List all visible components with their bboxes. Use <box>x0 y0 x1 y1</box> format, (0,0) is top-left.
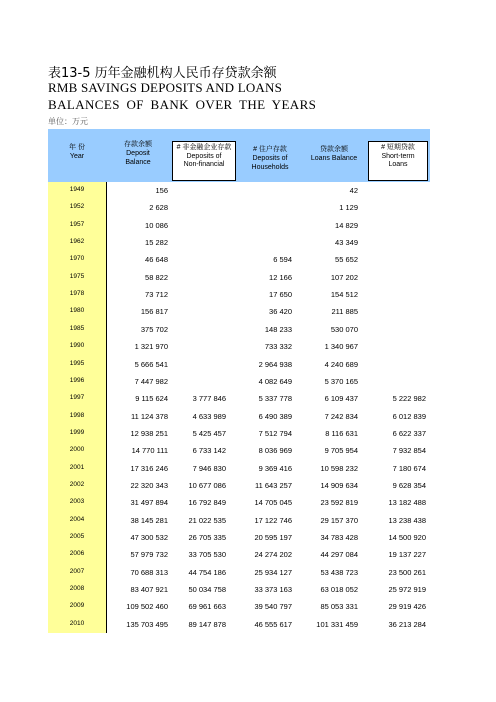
table-row <box>48 234 430 252</box>
table-row <box>48 286 430 304</box>
cell-shortterm: 13 182 488 <box>388 498 426 508</box>
cell-loans: 53 438 723 <box>320 567 358 577</box>
header-deposit <box>106 129 170 182</box>
header-shortterm-en2: Loans <box>388 161 408 168</box>
cell-loans: 107 202 <box>330 272 358 282</box>
cell-loans: 44 297 084 <box>320 550 358 560</box>
cell-nonfinancial: 10 677 086 <box>188 480 226 490</box>
cell-deposit: 9 115 624 <box>135 394 168 404</box>
cell-deposit: 38 145 281 <box>130 515 168 525</box>
cell-nonfinancial: 7 946 830 <box>192 463 226 473</box>
cell-year: 2006 <box>69 550 85 558</box>
table-row <box>48 581 430 599</box>
cell-nonfinancial: 3 777 846 <box>192 394 226 404</box>
cell-deposit: 14 770 111 <box>131 446 168 456</box>
cell-deposit: 83 407 921 <box>130 585 168 595</box>
header-deposit-cn: 存款余额 <box>124 141 152 148</box>
cell-loans: 14 829 <box>335 220 358 230</box>
header-loans <box>302 129 366 182</box>
cell-households: 5 337 778 <box>258 394 292 404</box>
cell-households: 7 512 794 <box>258 428 292 438</box>
table-row <box>48 373 430 391</box>
cell-households: 24 274 202 <box>254 550 292 560</box>
table-row <box>48 546 430 564</box>
cell-nonfinancial: 16 792 849 <box>188 498 226 508</box>
cell-nonfinancial: 69 961 663 <box>188 602 226 612</box>
table-row <box>48 529 430 547</box>
cell-shortterm: 5 222 982 <box>392 394 426 404</box>
cell-deposit: 7 447 982 <box>134 376 168 386</box>
cell-deposit: 31 497 894 <box>130 498 168 508</box>
cell-year: 1990 <box>69 342 85 350</box>
cell-households: 733 332 <box>264 342 292 352</box>
table-row <box>48 442 430 460</box>
cell-loans: 85 053 331 <box>320 602 358 612</box>
table-row <box>48 182 430 200</box>
cell-loans: 14 909 634 <box>320 480 358 490</box>
cell-loans: 10 598 232 <box>320 463 358 473</box>
cell-households: 12 166 <box>269 272 292 282</box>
cell-nonfinancial: 6 733 142 <box>192 446 226 456</box>
header-loans-en: Loans Balance <box>310 155 358 162</box>
table-row <box>48 321 430 339</box>
cell-households: 33 373 163 <box>254 585 292 595</box>
cell-households: 20 595 197 <box>254 533 292 542</box>
cell-households: 17 122 746 <box>254 515 292 525</box>
cell-households: 17 650 <box>269 290 292 300</box>
table-row <box>48 598 430 616</box>
cell-loans: 1 340 967 <box>324 342 358 352</box>
table-row <box>48 390 430 408</box>
cell-deposit: 109 502 460 <box>126 602 168 612</box>
header-shortterm-en1: Short-term <box>381 152 415 160</box>
cell-loans: 42 <box>349 186 358 195</box>
cell-households: 4 082 649 <box>258 376 292 386</box>
cell-year: 2005 <box>69 533 85 540</box>
cell-loans: 29 157 370 <box>320 515 358 525</box>
header-shortterm <box>368 141 428 181</box>
header-nonfinancial-cn: # 非金融企业存款 <box>176 144 232 151</box>
header-deposit-en1: Deposit <box>126 150 150 157</box>
cell-loans: 43 349 <box>335 238 358 248</box>
cell-year: 1957 <box>69 220 85 228</box>
cell-year: 1970 <box>69 255 85 263</box>
cell-loans: 211 885 <box>331 307 358 317</box>
cell-year: 1949 <box>69 186 85 193</box>
table-row <box>48 477 430 495</box>
cell-shortterm: 13 238 438 <box>388 515 426 525</box>
cell-nonfinancial: 21 022 535 <box>188 515 226 525</box>
cell-year: 1978 <box>69 290 85 298</box>
cell-year: 1952 <box>69 203 85 211</box>
cell-year: 2004 <box>69 515 85 523</box>
cell-households: 9 369 416 <box>258 463 292 473</box>
cell-year: 1985 <box>69 324 85 332</box>
table-row <box>48 303 430 321</box>
cell-households: 2 964 938 <box>258 359 292 369</box>
cell-nonfinancial: 33 705 530 <box>188 550 226 560</box>
cell-year: 2010 <box>69 619 85 627</box>
cell-deposit: 11 124 378 <box>131 411 168 421</box>
cell-deposit: 12 938 251 <box>130 428 168 438</box>
header-shortterm-cn: # 短期贷款 <box>381 144 415 151</box>
cell-deposit: 58 822 <box>145 272 168 282</box>
cell-households: 8 036 969 <box>258 446 292 456</box>
cell-households: 148 233 <box>264 324 292 334</box>
cell-shortterm: 36 213 284 <box>388 619 426 629</box>
table-row <box>48 616 430 634</box>
table-row <box>48 425 430 443</box>
cell-loans: 4 240 689 <box>324 359 358 369</box>
cell-households: 6 594 <box>273 255 292 265</box>
table-row <box>48 356 430 374</box>
cell-households: 36 420 <box>269 307 292 317</box>
cell-loans: 101 331 459 <box>316 619 358 629</box>
cell-shortterm: 19 137 227 <box>388 550 426 560</box>
cell-nonfinancial: 5 425 457 <box>192 428 226 438</box>
table-row <box>48 199 430 217</box>
header-households-en2: Households <box>251 164 289 171</box>
cell-households: 11 643 257 <box>255 480 292 490</box>
cell-households: 6 490 389 <box>258 411 292 421</box>
header-households <box>238 129 302 182</box>
cell-deposit: 5 666 541 <box>134 359 168 369</box>
cell-households: 46 555 617 <box>254 619 292 629</box>
table-row <box>48 460 430 478</box>
cell-year: 2008 <box>69 585 85 593</box>
cell-households: 14 705 045 <box>254 498 292 508</box>
cell-year: 2009 <box>69 602 85 610</box>
cell-shortterm: 29 919 426 <box>388 602 426 612</box>
cell-households: 25 934 127 <box>254 567 292 577</box>
cell-deposit: 375 702 <box>140 324 168 334</box>
cell-deposit: 73 712 <box>145 290 168 300</box>
cell-deposit: 17 316 246 <box>130 463 168 473</box>
table-row <box>48 251 430 269</box>
header-households-en1: Deposits of <box>252 155 288 162</box>
cell-year: 2003 <box>69 498 85 506</box>
cell-year: 1998 <box>69 411 85 419</box>
cell-nonfinancial: 4 633 989 <box>192 411 226 421</box>
table-title-en-line1: RMB SAVINGS DEPOSITS AND LOANS <box>48 80 283 95</box>
cell-shortterm: 9 628 354 <box>392 480 426 490</box>
cell-loans: 23 592 819 <box>320 498 358 508</box>
cell-loans: 55 652 <box>335 255 358 265</box>
table-row <box>48 338 430 356</box>
cell-nonfinancial: 50 034 758 <box>188 585 226 595</box>
table-header <box>48 129 430 182</box>
cell-deposit: 2 628 <box>149 203 168 213</box>
cell-year: 2001 <box>69 463 85 471</box>
cell-loans: 63 018 052 <box>320 585 358 595</box>
cell-loans: 8 116 631 <box>325 428 358 438</box>
cell-year: 1975 <box>69 272 85 280</box>
cell-year: 2000 <box>69 446 85 454</box>
cell-loans: 154 512 <box>330 290 358 300</box>
cell-deposit: 135 703 495 <box>126 619 168 629</box>
header-loans-cn: 贷款余额 <box>320 146 348 153</box>
table-row <box>48 564 430 582</box>
cell-loans: 7 242 834 <box>324 411 358 421</box>
header-deposit-en2: Balance <box>125 159 151 166</box>
cell-deposit: 46 648 <box>145 255 168 265</box>
cell-shortterm: 7 180 674 <box>392 463 426 473</box>
cell-shortterm: 23 500 261 <box>388 567 426 577</box>
cell-shortterm: 6 622 337 <box>392 428 426 438</box>
header-nonfinancial-en2: Non-financial <box>183 161 225 168</box>
cell-year: 1962 <box>69 238 85 246</box>
cell-deposit: 22 320 343 <box>130 480 168 490</box>
cell-year: 1999 <box>69 428 85 436</box>
cell-loans: 530 070 <box>330 324 358 334</box>
cell-deposit: 47 300 532 <box>130 533 168 542</box>
cell-deposit: 156 817 <box>140 307 168 317</box>
unit-label: 单位：万元 <box>48 117 88 126</box>
table-row <box>48 494 430 512</box>
header-year <box>48 129 106 182</box>
cell-year: 1996 <box>69 376 85 384</box>
cell-year: 2007 <box>69 567 85 575</box>
header-year-en: Year <box>69 153 85 160</box>
cell-nonfinancial: 26 705 335 <box>188 533 226 542</box>
cell-deposit: 70 688 313 <box>130 567 168 577</box>
header-year-cn: 年 份 <box>69 144 85 151</box>
cell-shortterm: 14 500 920 <box>388 533 426 542</box>
table-title-en-line2: BALANCES OF BANK OVER THE YEARS <box>48 97 317 112</box>
table-row <box>48 408 430 426</box>
cell-loans: 6 109 437 <box>324 394 358 404</box>
cell-loans: 1 129 <box>339 203 358 213</box>
cell-deposit: 1 321 970 <box>134 342 168 352</box>
cell-shortterm: 7 932 854 <box>392 446 426 456</box>
table-row <box>48 217 430 235</box>
header-households-cn: # 住户存款 <box>253 146 287 153</box>
cell-deposit: 15 282 <box>145 238 168 248</box>
cell-year: 1980 <box>69 307 85 315</box>
cell-households: 39 540 797 <box>254 602 292 612</box>
cell-loans: 5 370 165 <box>324 376 358 386</box>
cell-loans: 9 705 954 <box>324 446 358 456</box>
cell-deposit: 10 086 <box>145 220 168 230</box>
table-row <box>48 269 430 287</box>
cell-year: 1995 <box>69 359 85 367</box>
cell-deposit: 57 979 732 <box>130 550 168 560</box>
cell-year: 2002 <box>69 480 85 488</box>
cell-nonfinancial: 89 147 878 <box>188 619 226 629</box>
cell-year: 1997 <box>69 394 85 402</box>
header-nonfinancial <box>172 141 236 181</box>
cell-deposit: 156 <box>155 186 168 195</box>
header-nonfinancial-en1: Deposits of <box>186 152 222 160</box>
table-row <box>48 512 430 530</box>
cell-loans: 34 783 428 <box>320 533 358 542</box>
table-title-cn: 表13-5 历年金融机构人民币存贷款余额 <box>48 66 277 81</box>
cell-shortterm: 6 012 839 <box>392 411 426 421</box>
cell-nonfinancial: 44 754 186 <box>188 567 226 577</box>
cell-shortterm: 25 972 919 <box>388 585 426 595</box>
